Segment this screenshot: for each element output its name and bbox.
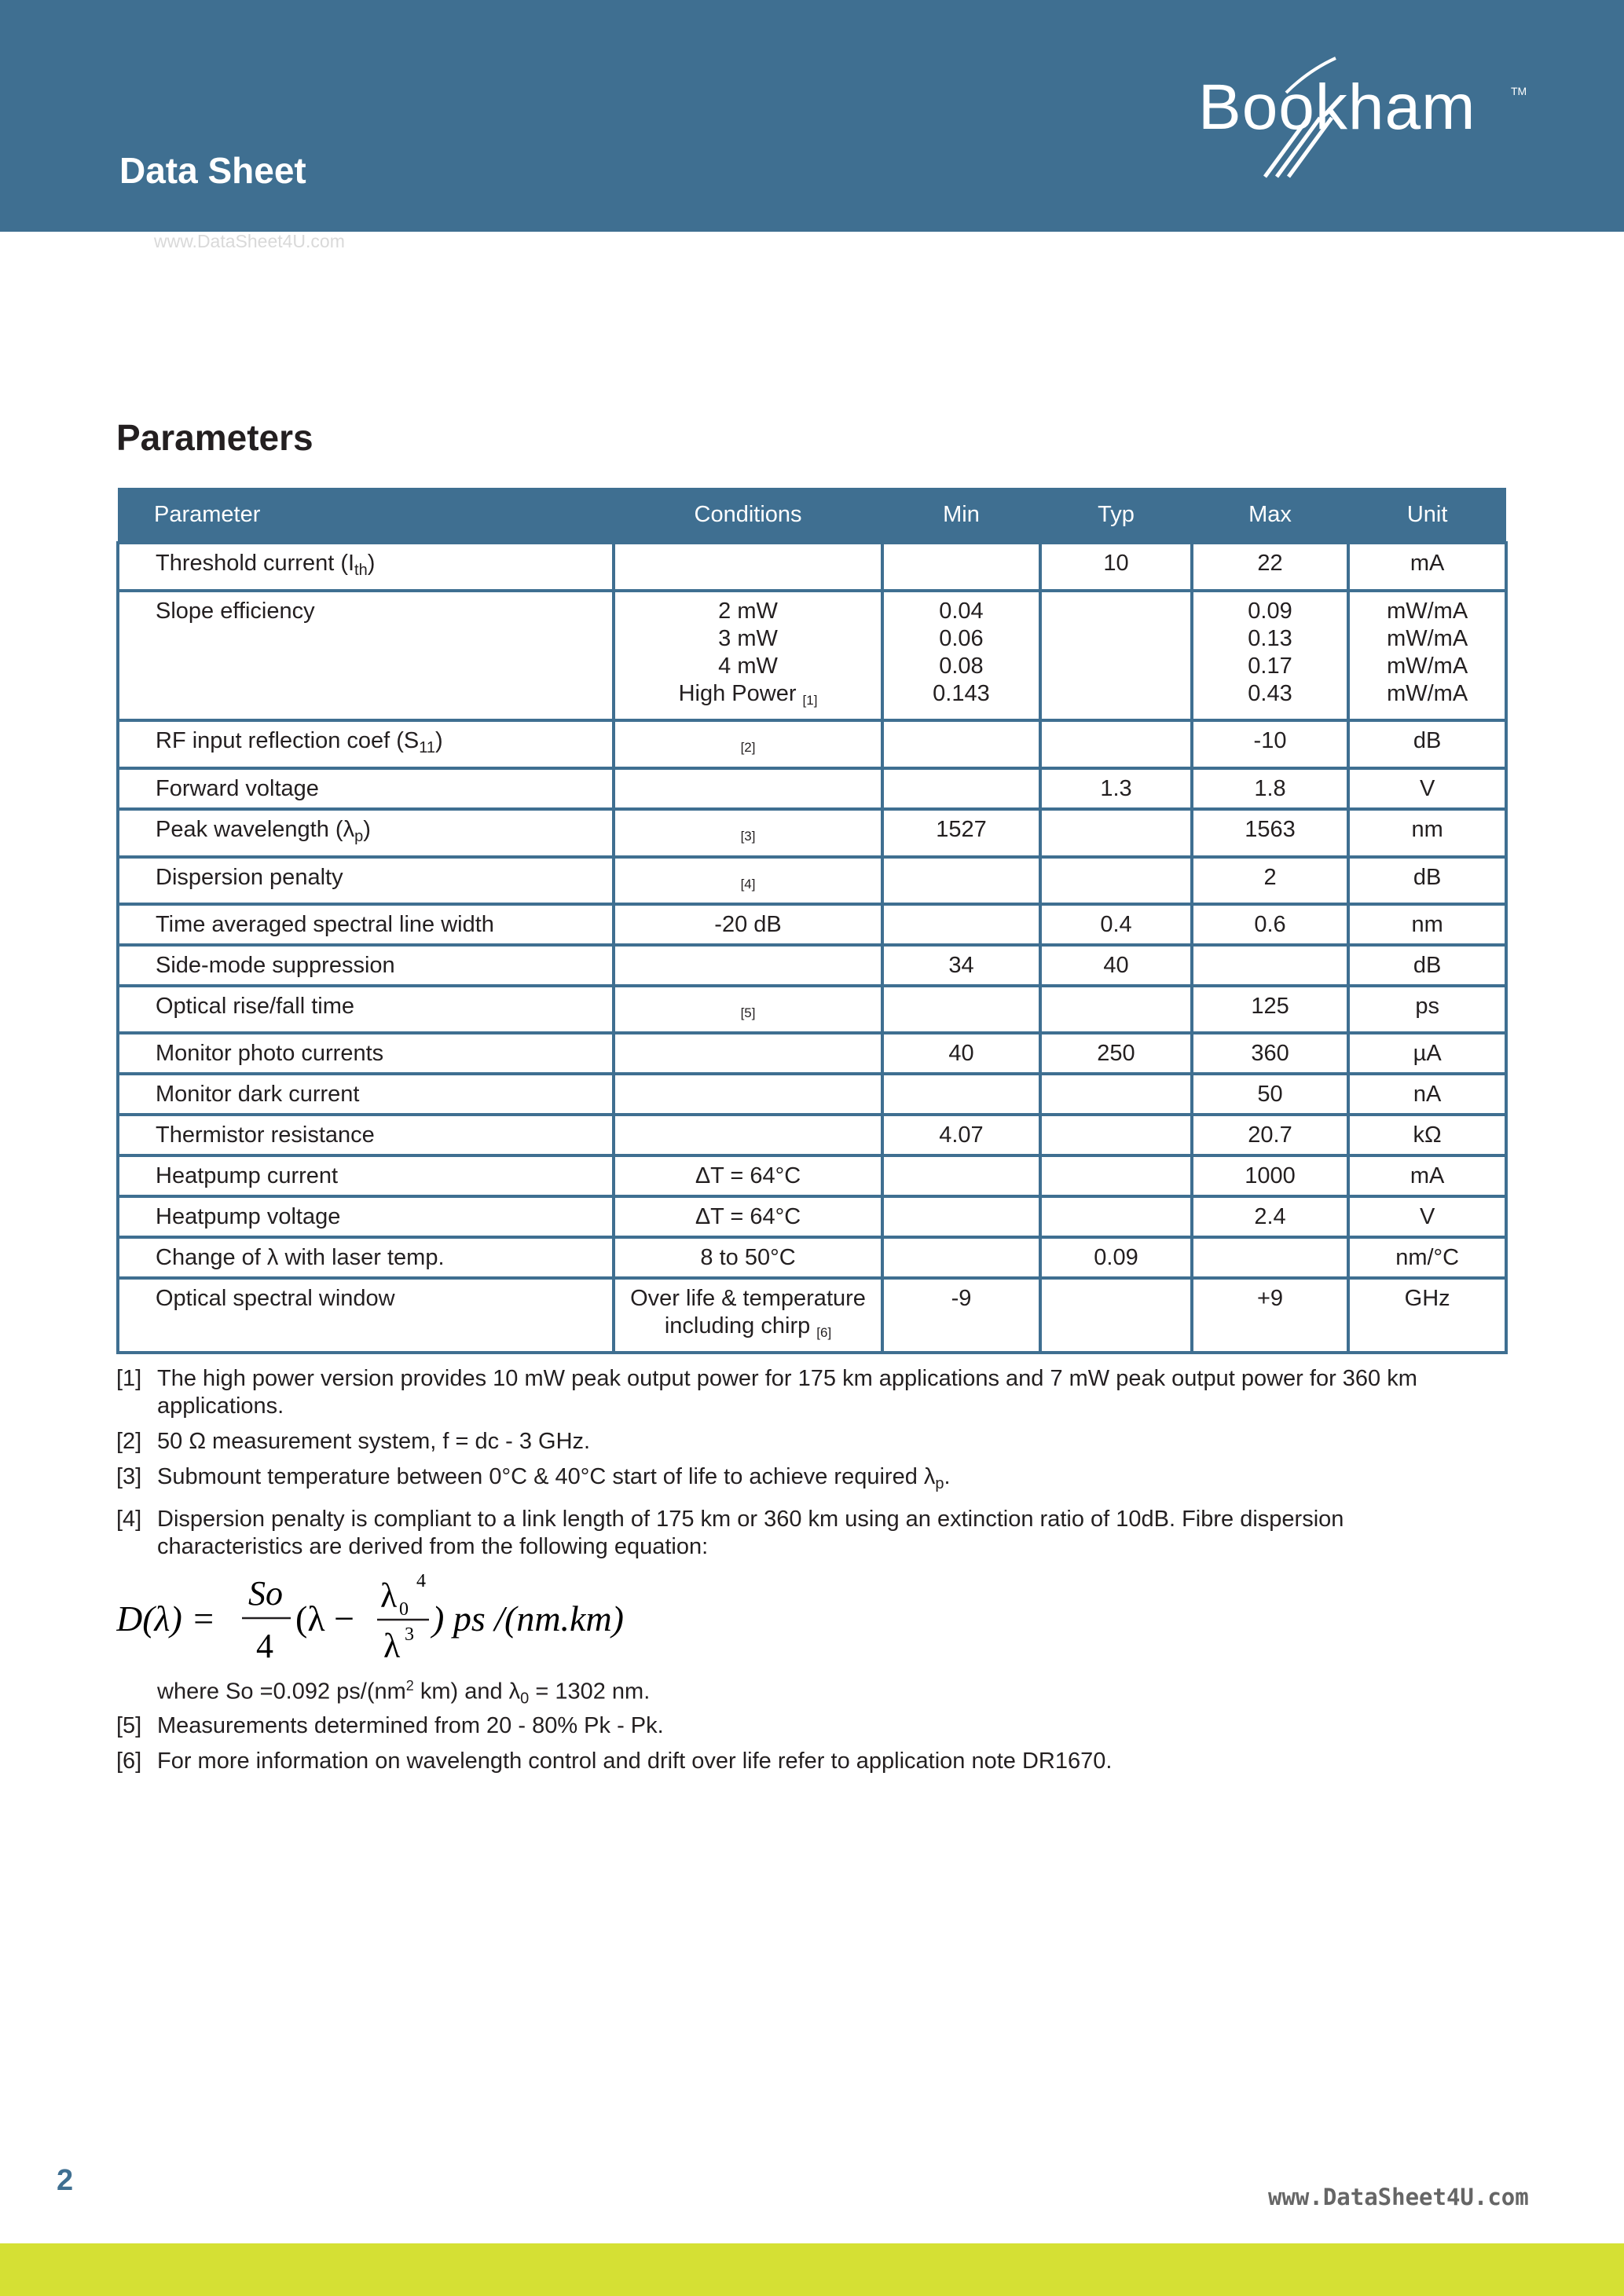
table-cell-max	[1192, 591, 1349, 720]
table-cell-min	[882, 945, 1041, 986]
cell-value: 0.43	[1248, 681, 1292, 706]
cell-line	[889, 680, 1035, 708]
footnote-text: 50 Ω measurement system, f = dc - 3 GHz.	[157, 1429, 591, 1454]
table-cell-parameter	[118, 543, 614, 591]
table-cell-typ	[1040, 904, 1192, 945]
table-cell-unit	[1348, 986, 1506, 1033]
table-cell-typ	[1040, 986, 1192, 1033]
table-cell-max	[1192, 543, 1349, 591]
table-cell-min	[882, 1196, 1041, 1237]
footnote-reference: [5]	[740, 1005, 756, 1020]
equation-rhs: ) ps /(nm.km)	[432, 1598, 624, 1639]
table-cell-unit	[1348, 1196, 1506, 1237]
cell-line	[1355, 680, 1500, 708]
table-cell-parameter	[118, 591, 614, 720]
cell-value: 0.06	[939, 626, 984, 651]
table-cell-typ	[1040, 1237, 1192, 1278]
equation-inner-numerator: λ	[380, 1576, 398, 1615]
table-cell-typ	[1040, 857, 1192, 904]
table-cell-min	[882, 1033, 1041, 1074]
cell-value: 4 mW	[718, 654, 778, 679]
column-header: Unit	[1348, 488, 1506, 543]
table-body	[118, 543, 1506, 1353]
document-type-title: Data Sheet	[119, 150, 306, 191]
parameter-name: Heatpump voltage	[156, 1204, 341, 1229]
parameter-name: Monitor dark current	[156, 1082, 360, 1107]
cell-value: 22	[1257, 551, 1283, 576]
cell-value: 1.8	[1254, 776, 1286, 801]
footnote-number: [5]	[116, 1713, 142, 1738]
table-cell-parameter	[118, 1196, 614, 1237]
parameter-name: Dispersion penalty	[156, 865, 343, 890]
cell-value: 34	[948, 953, 974, 978]
table-cell-max	[1192, 904, 1349, 945]
cell-value: Over life & temperature	[630, 1286, 866, 1311]
cell-value: 1527	[936, 817, 987, 842]
table-cell-min	[882, 1237, 1041, 1278]
table-cell-unit	[1348, 1278, 1506, 1353]
table-cell-unit	[1348, 945, 1506, 986]
parameter-name: RF input reflection coef (S	[156, 728, 420, 753]
equation-numerator: So	[248, 1574, 283, 1613]
parameter-name: Peak wavelength (λ	[156, 817, 355, 842]
table-cell-min	[882, 1155, 1041, 1196]
table-cell-max	[1192, 1155, 1349, 1196]
footnote-subscript: p	[935, 1475, 944, 1492]
table-cell-parameter	[118, 1115, 614, 1155]
cell-value: mA	[1410, 551, 1445, 576]
table-row	[118, 904, 1506, 945]
cell-line	[1198, 653, 1343, 680]
footnote-text: Measurements determined from 20 - 80% Pk - Pk.	[157, 1713, 664, 1738]
table-cell-conditions	[614, 904, 882, 945]
cell-line	[889, 653, 1035, 680]
cell-line	[1355, 625, 1500, 653]
table-cell-max	[1192, 1278, 1349, 1353]
cell-value: kΩ	[1413, 1122, 1442, 1148]
table-cell-unit	[1348, 591, 1506, 720]
table-cell-parameter	[118, 904, 614, 945]
cell-line	[620, 625, 875, 653]
table-row	[118, 1074, 1506, 1115]
parameter-name: Optical spectral window	[156, 1286, 395, 1311]
footnote-reference: [1]	[802, 693, 818, 708]
parameter-name: Time averaged spectral line width	[156, 912, 494, 937]
table-cell-parameter	[118, 720, 614, 768]
cell-value: µA	[1413, 1041, 1442, 1066]
parameter-name: Optical rise/fall time	[156, 994, 355, 1019]
parameter-name: Side-mode suppression	[156, 953, 395, 978]
cell-value: 20.7	[1248, 1122, 1292, 1148]
cell-value: 0.09	[1248, 599, 1292, 624]
cell-value: 0.4	[1100, 912, 1132, 937]
parameter-name: Threshold current (I	[156, 551, 355, 576]
cell-value: 50	[1257, 1082, 1283, 1107]
table-row	[118, 945, 1506, 986]
cell-line	[620, 1285, 875, 1313]
table-cell-max	[1192, 986, 1349, 1033]
footnote	[116, 1712, 1421, 1740]
cell-value: 360	[1251, 1041, 1289, 1066]
table-cell-max	[1192, 720, 1349, 768]
cell-value: 125	[1251, 994, 1289, 1019]
table-cell-max	[1192, 1115, 1349, 1155]
footnote-text	[157, 1463, 1421, 1498]
cell-value: 1563	[1245, 817, 1296, 842]
table-row	[118, 1155, 1506, 1196]
cell-value: ps	[1415, 994, 1439, 1019]
cell-value: ΔT = 64°C	[695, 1163, 801, 1188]
table-cell-min	[882, 543, 1041, 591]
cell-value: 1000	[1245, 1163, 1296, 1188]
cell-value: ΔT = 64°C	[695, 1204, 801, 1229]
cell-value: 2	[1263, 865, 1277, 890]
footnote	[116, 1506, 1421, 1561]
table-cell-parameter	[118, 1074, 614, 1115]
table-cell-conditions	[614, 1196, 882, 1237]
table-row	[118, 1278, 1506, 1353]
table-cell-parameter	[118, 1033, 614, 1074]
table-cell-unit	[1348, 1033, 1506, 1074]
cell-value: 4.07	[939, 1122, 984, 1148]
table-cell-conditions	[614, 1033, 882, 1074]
cell-value: 0.09	[1094, 1245, 1138, 1270]
cell-value: mW/mA	[1387, 626, 1468, 651]
table-cell-unit	[1348, 1074, 1506, 1115]
parameter-name: Monitor photo currents	[156, 1041, 384, 1066]
table-cell-conditions	[614, 857, 882, 904]
table-cell-unit	[1348, 768, 1506, 809]
equation-paren-open: (λ −	[295, 1598, 355, 1639]
watermark-bottom: www.DataSheet4U.com	[1268, 2184, 1529, 2210]
table-cell-parameter	[118, 768, 614, 809]
table-cell-conditions	[614, 591, 882, 720]
footnote-number: [6]	[116, 1749, 142, 1774]
table-cell-min	[882, 591, 1041, 720]
parameter-name: Forward voltage	[156, 776, 319, 801]
cell-value: mW/mA	[1387, 681, 1468, 706]
cell-value: 0.143	[933, 681, 990, 706]
cell-value: nm	[1411, 912, 1443, 937]
cell-value: mW/mA	[1387, 654, 1468, 679]
parameter-suffix: )	[435, 728, 443, 753]
table-cell-typ	[1040, 1155, 1192, 1196]
column-header: Typ	[1040, 488, 1192, 543]
equation-inner-denominator: λ	[383, 1627, 401, 1665]
table-cell-min	[882, 809, 1041, 857]
footnote	[116, 1428, 1421, 1456]
cell-value: mA	[1410, 1163, 1445, 1188]
table-cell-min	[882, 904, 1041, 945]
column-header: Max	[1192, 488, 1349, 543]
cell-line	[1198, 625, 1343, 653]
column-header: Min	[882, 488, 1041, 543]
footnote	[116, 1365, 1421, 1420]
table-header-row	[118, 488, 1506, 543]
footnote-text-main: Submount temperature between 0°C & 40°C start of life to achieve required λ	[157, 1464, 936, 1489]
cell-value: mW/mA	[1387, 599, 1468, 624]
footnotes-continued	[116, 1712, 1421, 1783]
table-cell-min	[882, 1074, 1041, 1115]
footnote-reference: [4]	[740, 877, 756, 892]
cell-line	[620, 680, 875, 714]
equation-denominator: 4	[256, 1627, 273, 1665]
table-cell-max	[1192, 857, 1349, 904]
cell-value: 40	[1103, 953, 1129, 978]
table-row	[118, 809, 1506, 857]
footnotes	[116, 1365, 1421, 1569]
cell-line	[620, 598, 875, 625]
parameter-name: Thermistor resistance	[156, 1122, 375, 1148]
table-cell-unit	[1348, 1237, 1506, 1278]
cell-value: 2 mW	[718, 599, 778, 624]
cell-value: 1.3	[1100, 776, 1132, 801]
equation-inner-numerator-sub: 0	[399, 1599, 409, 1620]
table-cell-min	[882, 986, 1041, 1033]
table-cell-max	[1192, 1237, 1349, 1278]
table-cell-min	[882, 1115, 1041, 1155]
table-cell-unit	[1348, 1115, 1506, 1155]
table-cell-typ	[1040, 591, 1192, 720]
cell-line	[1355, 598, 1500, 625]
table-cell-conditions	[614, 809, 882, 857]
table-cell-min	[882, 720, 1041, 768]
table-row	[118, 1196, 1506, 1237]
parameters-table	[116, 488, 1508, 1354]
cell-line	[889, 625, 1035, 653]
cell-value: +9	[1256, 1286, 1284, 1311]
footnote-text: The high power version provides 10 mW peak output power for 175 km applications and 7 mW peak output power for 360 km applications.	[157, 1366, 1417, 1419]
table-cell-parameter	[118, 1237, 614, 1278]
cell-value: GHz	[1404, 1286, 1450, 1311]
table-cell-typ	[1040, 720, 1192, 768]
table-row	[118, 1033, 1506, 1074]
table-cell-max	[1192, 945, 1349, 986]
table-row	[118, 768, 1506, 809]
equation-lhs: D(λ) =	[116, 1598, 216, 1639]
where-part3: = 1302 nm.	[529, 1679, 651, 1705]
where-part1: where So =0.092 ps/(nm	[157, 1679, 406, 1705]
table-cell-conditions	[614, 543, 882, 591]
footnote-reference: [3]	[740, 829, 756, 844]
cell-value: 0.17	[1248, 654, 1292, 679]
table-cell-conditions	[614, 1155, 882, 1196]
table-cell-conditions	[614, 768, 882, 809]
cell-value: 8 to 50°C	[700, 1245, 796, 1270]
table-cell-typ	[1040, 768, 1192, 809]
where-part2: km) and λ	[413, 1679, 521, 1705]
cell-value: 3 mW	[718, 626, 778, 651]
cell-value: 0.13	[1248, 626, 1292, 651]
column-header: Parameter	[118, 488, 614, 543]
where-subscript: 0	[520, 1690, 530, 1708]
equation-where-text	[157, 1678, 650, 1708]
cell-line	[889, 598, 1035, 625]
logo-wordmark: Bookham	[1198, 71, 1476, 143]
table-cell-typ	[1040, 1196, 1192, 1237]
table-cell-conditions	[614, 945, 882, 986]
cell-value: High Power	[678, 681, 797, 706]
parameter-subscript: p	[354, 828, 364, 845]
cell-value: 0.08	[939, 654, 984, 679]
table-cell-conditions	[614, 1278, 882, 1353]
cell-value: 2.4	[1254, 1204, 1286, 1229]
cell-value: nA	[1413, 1082, 1442, 1107]
table-cell-max	[1192, 1196, 1349, 1237]
equation-inner-numerator-sup: 4	[416, 1571, 426, 1591]
cell-value: dB	[1413, 728, 1442, 753]
equation-inner-denominator-sup: 3	[405, 1624, 414, 1645]
footer-band	[0, 2243, 1624, 2296]
dispersion-equation	[116, 1562, 745, 1679]
table-cell-conditions	[614, 1237, 882, 1278]
table-cell-unit	[1348, 1155, 1506, 1196]
table-cell-unit	[1348, 809, 1506, 857]
watermark-top: www.DataSheet4U.com	[154, 231, 345, 251]
table-row	[118, 857, 1506, 904]
table-cell-typ	[1040, 1278, 1192, 1353]
bookham-logo	[1198, 55, 1528, 181]
table-cell-unit	[1348, 720, 1506, 768]
table-cell-typ	[1040, 1115, 1192, 1155]
table-cell-parameter	[118, 857, 614, 904]
footnote-reference: [6]	[816, 1325, 832, 1340]
footnote	[116, 1748, 1421, 1775]
cell-value: dB	[1413, 865, 1442, 890]
footnote-reference: [2]	[740, 740, 756, 755]
footnote-number: [4]	[116, 1507, 142, 1532]
table-cell-max	[1192, 768, 1349, 809]
table-row	[118, 986, 1506, 1033]
table-cell-unit	[1348, 904, 1506, 945]
table-cell-conditions	[614, 720, 882, 768]
cell-value: 250	[1097, 1041, 1135, 1066]
cell-value: 0.6	[1254, 912, 1286, 937]
footnote	[116, 1463, 1421, 1498]
cell-value: nm	[1411, 817, 1443, 842]
cell-line	[1198, 598, 1343, 625]
cell-line	[1198, 680, 1343, 708]
cell-value: -9	[951, 1286, 972, 1311]
table-cell-max	[1192, 809, 1349, 857]
table-cell-parameter	[118, 986, 614, 1033]
footnote-number: [1]	[116, 1366, 142, 1391]
table-cell-unit	[1348, 857, 1506, 904]
table-cell-parameter	[118, 945, 614, 986]
cell-line	[1355, 653, 1500, 680]
parameter-subscript: 11	[419, 739, 436, 756]
header-band	[0, 0, 1624, 232]
table-cell-typ	[1040, 1074, 1192, 1115]
cell-value: nm/°C	[1395, 1245, 1460, 1270]
page-number: 2	[57, 2164, 74, 2197]
footnote-number: [2]	[116, 1429, 142, 1454]
table-row	[118, 591, 1506, 720]
table-row	[118, 543, 1506, 591]
table-cell-typ	[1040, 1033, 1192, 1074]
cell-value: 10	[1103, 551, 1129, 576]
table-row	[118, 1115, 1506, 1155]
table-cell-min	[882, 768, 1041, 809]
logo-trademark: TM	[1511, 85, 1527, 97]
table-cell-typ	[1040, 543, 1192, 591]
table-row	[118, 720, 1506, 768]
parameter-suffix: )	[363, 817, 371, 842]
section-title: Parameters	[116, 417, 313, 458]
table-cell-min	[882, 857, 1041, 904]
table-cell-conditions	[614, 1074, 882, 1115]
cell-line	[620, 653, 875, 680]
cell-value: V	[1419, 776, 1435, 801]
table-cell-min	[882, 1278, 1041, 1353]
cell-value: 0.04	[939, 599, 984, 624]
cell-value: -10	[1253, 728, 1287, 753]
cell-value: -20 dB	[714, 912, 782, 937]
parameter-suffix: )	[367, 551, 376, 576]
table-cell-parameter	[118, 1278, 614, 1353]
where-superscript: 2	[405, 1678, 414, 1694]
footnote-number: [3]	[116, 1464, 142, 1489]
parameter-name: Heatpump current	[156, 1163, 339, 1188]
parameter-subscript: th	[354, 562, 368, 579]
footnote-text: Dispersion penalty is compliant to a link length of 175 km or 360 km using an extinction ratio of 10dB. Fibre dispersion characteristics are derived from the following equation:	[157, 1507, 1344, 1559]
cell-value: including chirp	[664, 1313, 811, 1338]
parameter-name: Change of λ with laser temp.	[156, 1245, 445, 1270]
cell-line	[620, 1313, 875, 1346]
footnote-text-end: .	[944, 1464, 951, 1489]
table-cell-max	[1192, 1074, 1349, 1115]
table-cell-unit	[1348, 543, 1506, 591]
cell-value: V	[1419, 1204, 1435, 1229]
table-cell-max	[1192, 1033, 1349, 1074]
table-cell-typ	[1040, 945, 1192, 986]
column-header: Conditions	[614, 488, 882, 543]
cell-value: dB	[1413, 953, 1442, 978]
cell-value: 40	[948, 1041, 974, 1066]
table-cell-parameter	[118, 1155, 614, 1196]
table-cell-parameter	[118, 809, 614, 857]
table-cell-conditions	[614, 1115, 882, 1155]
parameter-name: Slope efficiency	[156, 599, 315, 624]
table-cell-conditions	[614, 986, 882, 1033]
table-row	[118, 1237, 1506, 1278]
table-cell-typ	[1040, 809, 1192, 857]
footnote-text: For more information on wavelength control and drift over life refer to application note DR1670.	[157, 1749, 1113, 1774]
